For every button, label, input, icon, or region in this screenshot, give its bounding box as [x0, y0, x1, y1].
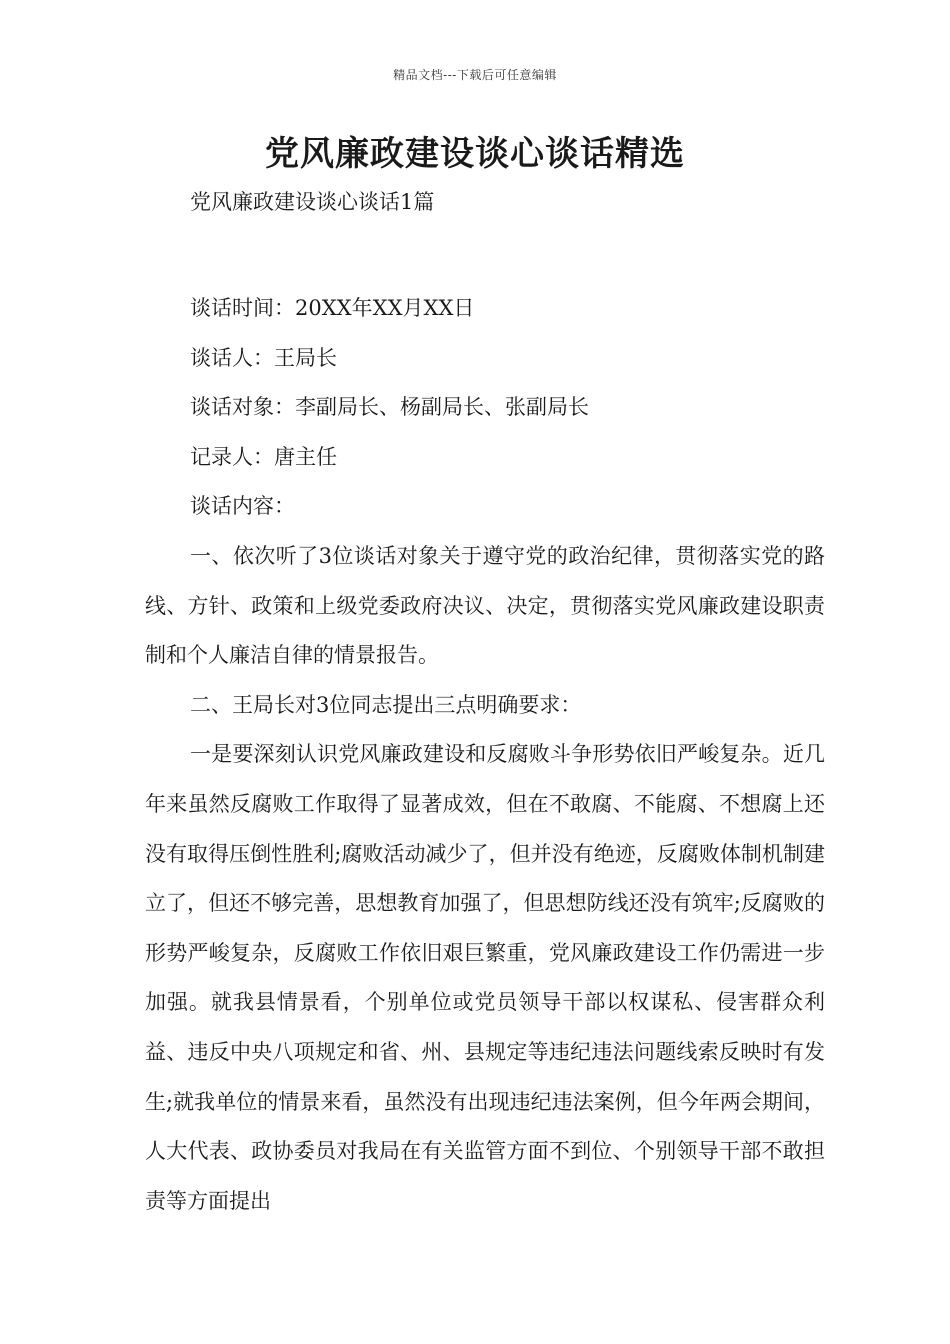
meta-recorder: 记录人：唐主任 [190, 444, 337, 469]
meta-targets: 谈话对象：李副局长、杨副局长、张副局长 [190, 395, 589, 420]
document-subtitle: 党风廉政建设谈心谈话1篇 [190, 190, 435, 214]
paragraph-3: 一是要深刻认识党风廉政建设和反腐败斗争形势依旧严峻复杂。近几年来虽然反腐败工作取得了显著成效，但在不敢腐、不能腐、不想腐上还没有取得压倒性胜利;腐败活动减少了，但并没有绝迹，反腐败体制机制建立了，但还不够完善，思想教育加强了，但思想防线还没有筑牢;反腐败的形势严峻复杂，反腐败工作依旧艰巨繁重，党风廉政建设工作仍需进一步加强。就我县情景看，个别单位或党员领导干部以权谋私、侵害群众利益、违反中央八项规定和省、州、县规定等违纪违法问题线索反映时有发生;就我单位的情景来看，虽然没有出现违纪违法案例，但今年两会期间，人大代表、政协委员对我局在有关监管方面不到位、个别领导干部不敢担责等方面提出 [145, 742, 825, 1213]
meta-speaker: 谈话人：王局长 [190, 345, 337, 370]
meta-time: 谈话时间：20XX年XX月XX日 [190, 296, 475, 320]
header-note: 精品文档---下载后可任意编辑 [393, 68, 557, 82]
meta-content-label: 谈话内容： [190, 494, 295, 519]
paragraph-1: 一、依次听了3位谈话对象关于遵守党的政治纪律，贯彻落实党的路线、方针、政策和上级党委政府决议、决定，贯彻落实党风廉政建设职责制和个人廉洁自律的情景报告。 [145, 543, 825, 668]
document-title: 党风廉政建设谈心谈话精选 [265, 134, 685, 174]
document-body [145, 284, 825, 1226]
paragraph-2: 二、王局长对3位同志提出三点明确要求： [190, 692, 582, 717]
